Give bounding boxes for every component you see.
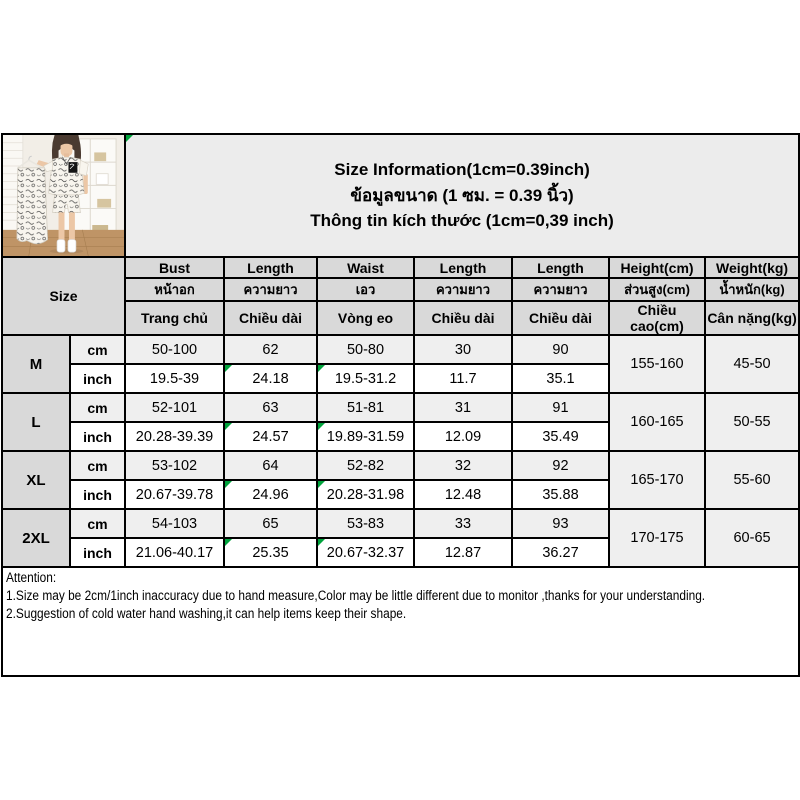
- table-cell: 33: [414, 509, 512, 538]
- table-cell: 64: [224, 451, 317, 480]
- column-header-length3: Length: [512, 257, 609, 278]
- green-flag-icon: [126, 135, 133, 142]
- unit-label-inch: inch: [70, 422, 125, 451]
- size-label-xl: XL: [2, 451, 70, 509]
- size-label-l: L: [2, 393, 70, 451]
- row-m-cm: [2, 335, 799, 364]
- attention-notes: [2, 567, 799, 676]
- table-cell: 63: [224, 393, 317, 422]
- green-flag-icon: [225, 539, 232, 546]
- table-cell: 36.27: [512, 538, 609, 567]
- unit-label-inch: inch: [70, 480, 125, 509]
- attention-note-2: 2.Suggestion of cold water hand washing,it can help items keep their shape.: [6, 605, 407, 621]
- size-label-2xl: 2XL: [2, 509, 70, 567]
- table-cell: 52-82: [317, 451, 414, 480]
- table-cell-height: 155-160: [609, 335, 705, 393]
- green-flag-icon: [318, 365, 325, 372]
- unit-label-inch: inch: [70, 538, 125, 567]
- column-header-bust-th: หน้าอก: [125, 278, 224, 301]
- table-cell-weight: 55-60: [705, 451, 799, 509]
- table-cell-height: 165-170: [609, 451, 705, 509]
- column-header-waist-vi: Vòng eo: [317, 301, 414, 335]
- table-cell: 50-100: [125, 335, 224, 364]
- column-header-weight-vi: Cân nặng(kg): [705, 301, 799, 335]
- table-cell: 30: [414, 335, 512, 364]
- table-cell: 24.96: [224, 480, 317, 509]
- table-cell: 35.1: [512, 364, 609, 393]
- top-row: [2, 134, 799, 257]
- row-l-cm: [2, 393, 799, 422]
- table-cell: 93: [512, 509, 609, 538]
- table-cell: 12.48: [414, 480, 512, 509]
- column-header-waist-th: เอว: [317, 278, 414, 301]
- table-cell: 25.35: [224, 538, 317, 567]
- green-flag-icon: [225, 481, 232, 488]
- table-cell: 51-81: [317, 393, 414, 422]
- unit-label-cm: cm: [70, 393, 125, 422]
- column-header-height-vi: Chiều cao(cm): [609, 301, 705, 335]
- unit-label-cm: cm: [70, 335, 125, 364]
- unit-label-cm: cm: [70, 509, 125, 538]
- column-header-length3-th: ความยาว: [512, 278, 609, 301]
- row-2xl-cm: [2, 509, 799, 538]
- column-header-length2-th: ความยาว: [414, 278, 512, 301]
- attention-heading: Attention:: [6, 570, 57, 585]
- table-cell-weight: 50-55: [705, 393, 799, 451]
- table-cell: 35.88: [512, 480, 609, 509]
- table-cell: 35.49: [512, 422, 609, 451]
- column-header-length1-vi: Chiều dài: [224, 301, 317, 335]
- table-cell: 12.87: [414, 538, 512, 567]
- title-en: Size Information(1cm=0.39inch): [334, 160, 590, 180]
- table-cell: 90: [512, 335, 609, 364]
- table-cell: 12.09: [414, 422, 512, 451]
- unit-label-inch: inch: [70, 364, 125, 393]
- size-chart-table: [1, 133, 800, 677]
- table-cell-height: 170-175: [609, 509, 705, 567]
- column-header-weight-th: น้ำหนัก(kg): [705, 278, 799, 301]
- table-cell: 20.28-39.39: [125, 422, 224, 451]
- table-cell: 24.57: [224, 422, 317, 451]
- table-cell: 24.18: [224, 364, 317, 393]
- size-header: Size: [2, 257, 125, 335]
- product-photo: [2, 134, 125, 257]
- table-cell: 32: [414, 451, 512, 480]
- title-th: ข้อมูลขนาด (1 ซม. = 0.39 นิ้ว): [350, 185, 574, 205]
- table-cell: 62: [224, 335, 317, 364]
- table-cell: 50-80: [317, 335, 414, 364]
- table-cell: 11.7: [414, 364, 512, 393]
- table-cell-weight: 60-65: [705, 509, 799, 567]
- table-cell: 20.67-39.78: [125, 480, 224, 509]
- title-vi: Thông tin kích thước (1cm=0,39 inch): [310, 211, 614, 231]
- table-cell: 20.28-31.98: [317, 480, 414, 509]
- table-cell: 19.5-39: [125, 364, 224, 393]
- unit-label-cm: cm: [70, 451, 125, 480]
- green-flag-icon: [225, 365, 232, 372]
- table-cell: 65: [224, 509, 317, 538]
- table-cell: 21.06-40.17: [125, 538, 224, 567]
- column-header-length3-vi: Chiều dài: [512, 301, 609, 335]
- table-cell: 92: [512, 451, 609, 480]
- product-photo-illustration: [3, 135, 124, 256]
- column-header-height: Height(cm): [609, 257, 705, 278]
- header-row-en: [2, 257, 799, 278]
- column-header-length2-vi: Chiều dài: [414, 301, 512, 335]
- table-cell: 53-102: [125, 451, 224, 480]
- green-flag-icon: [318, 423, 325, 430]
- table-cell: 52-101: [125, 393, 224, 422]
- size-label-m: M: [2, 335, 70, 393]
- column-header-weight: Weight(kg): [705, 257, 799, 278]
- green-flag-icon: [318, 539, 325, 546]
- green-flag-icon: [318, 481, 325, 488]
- column-header-length1: Length: [224, 257, 317, 278]
- attention-note-1: 1.Size may be 2cm/1inch inaccuracy due to hand measure,Color may be little different due to monitor ,thanks for your understanding.: [6, 587, 706, 603]
- table-cell: 19.89-31.59: [317, 422, 414, 451]
- table-cell: 31: [414, 393, 512, 422]
- table-cell: 91: [512, 393, 609, 422]
- column-header-height-th: ส่วนสูง(cm): [609, 278, 705, 301]
- column-header-length1-th: ความยาว: [224, 278, 317, 301]
- table-cell: 54-103: [125, 509, 224, 538]
- column-header-length2: Length: [414, 257, 512, 278]
- column-header-bust-vi: Trang chủ: [125, 301, 224, 335]
- green-flag-icon: [225, 423, 232, 430]
- table-cell-height: 160-165: [609, 393, 705, 451]
- column-header-waist: Waist: [317, 257, 414, 278]
- column-header-bust: Bust: [125, 257, 224, 278]
- table-cell: 53-83: [317, 509, 414, 538]
- title-cell: [125, 134, 799, 257]
- row-xl-cm: [2, 451, 799, 480]
- table-cell-weight: 45-50: [705, 335, 799, 393]
- table-cell: 20.67-32.37: [317, 538, 414, 567]
- table-cell: 19.5-31.2: [317, 364, 414, 393]
- footer-row: [2, 567, 799, 676]
